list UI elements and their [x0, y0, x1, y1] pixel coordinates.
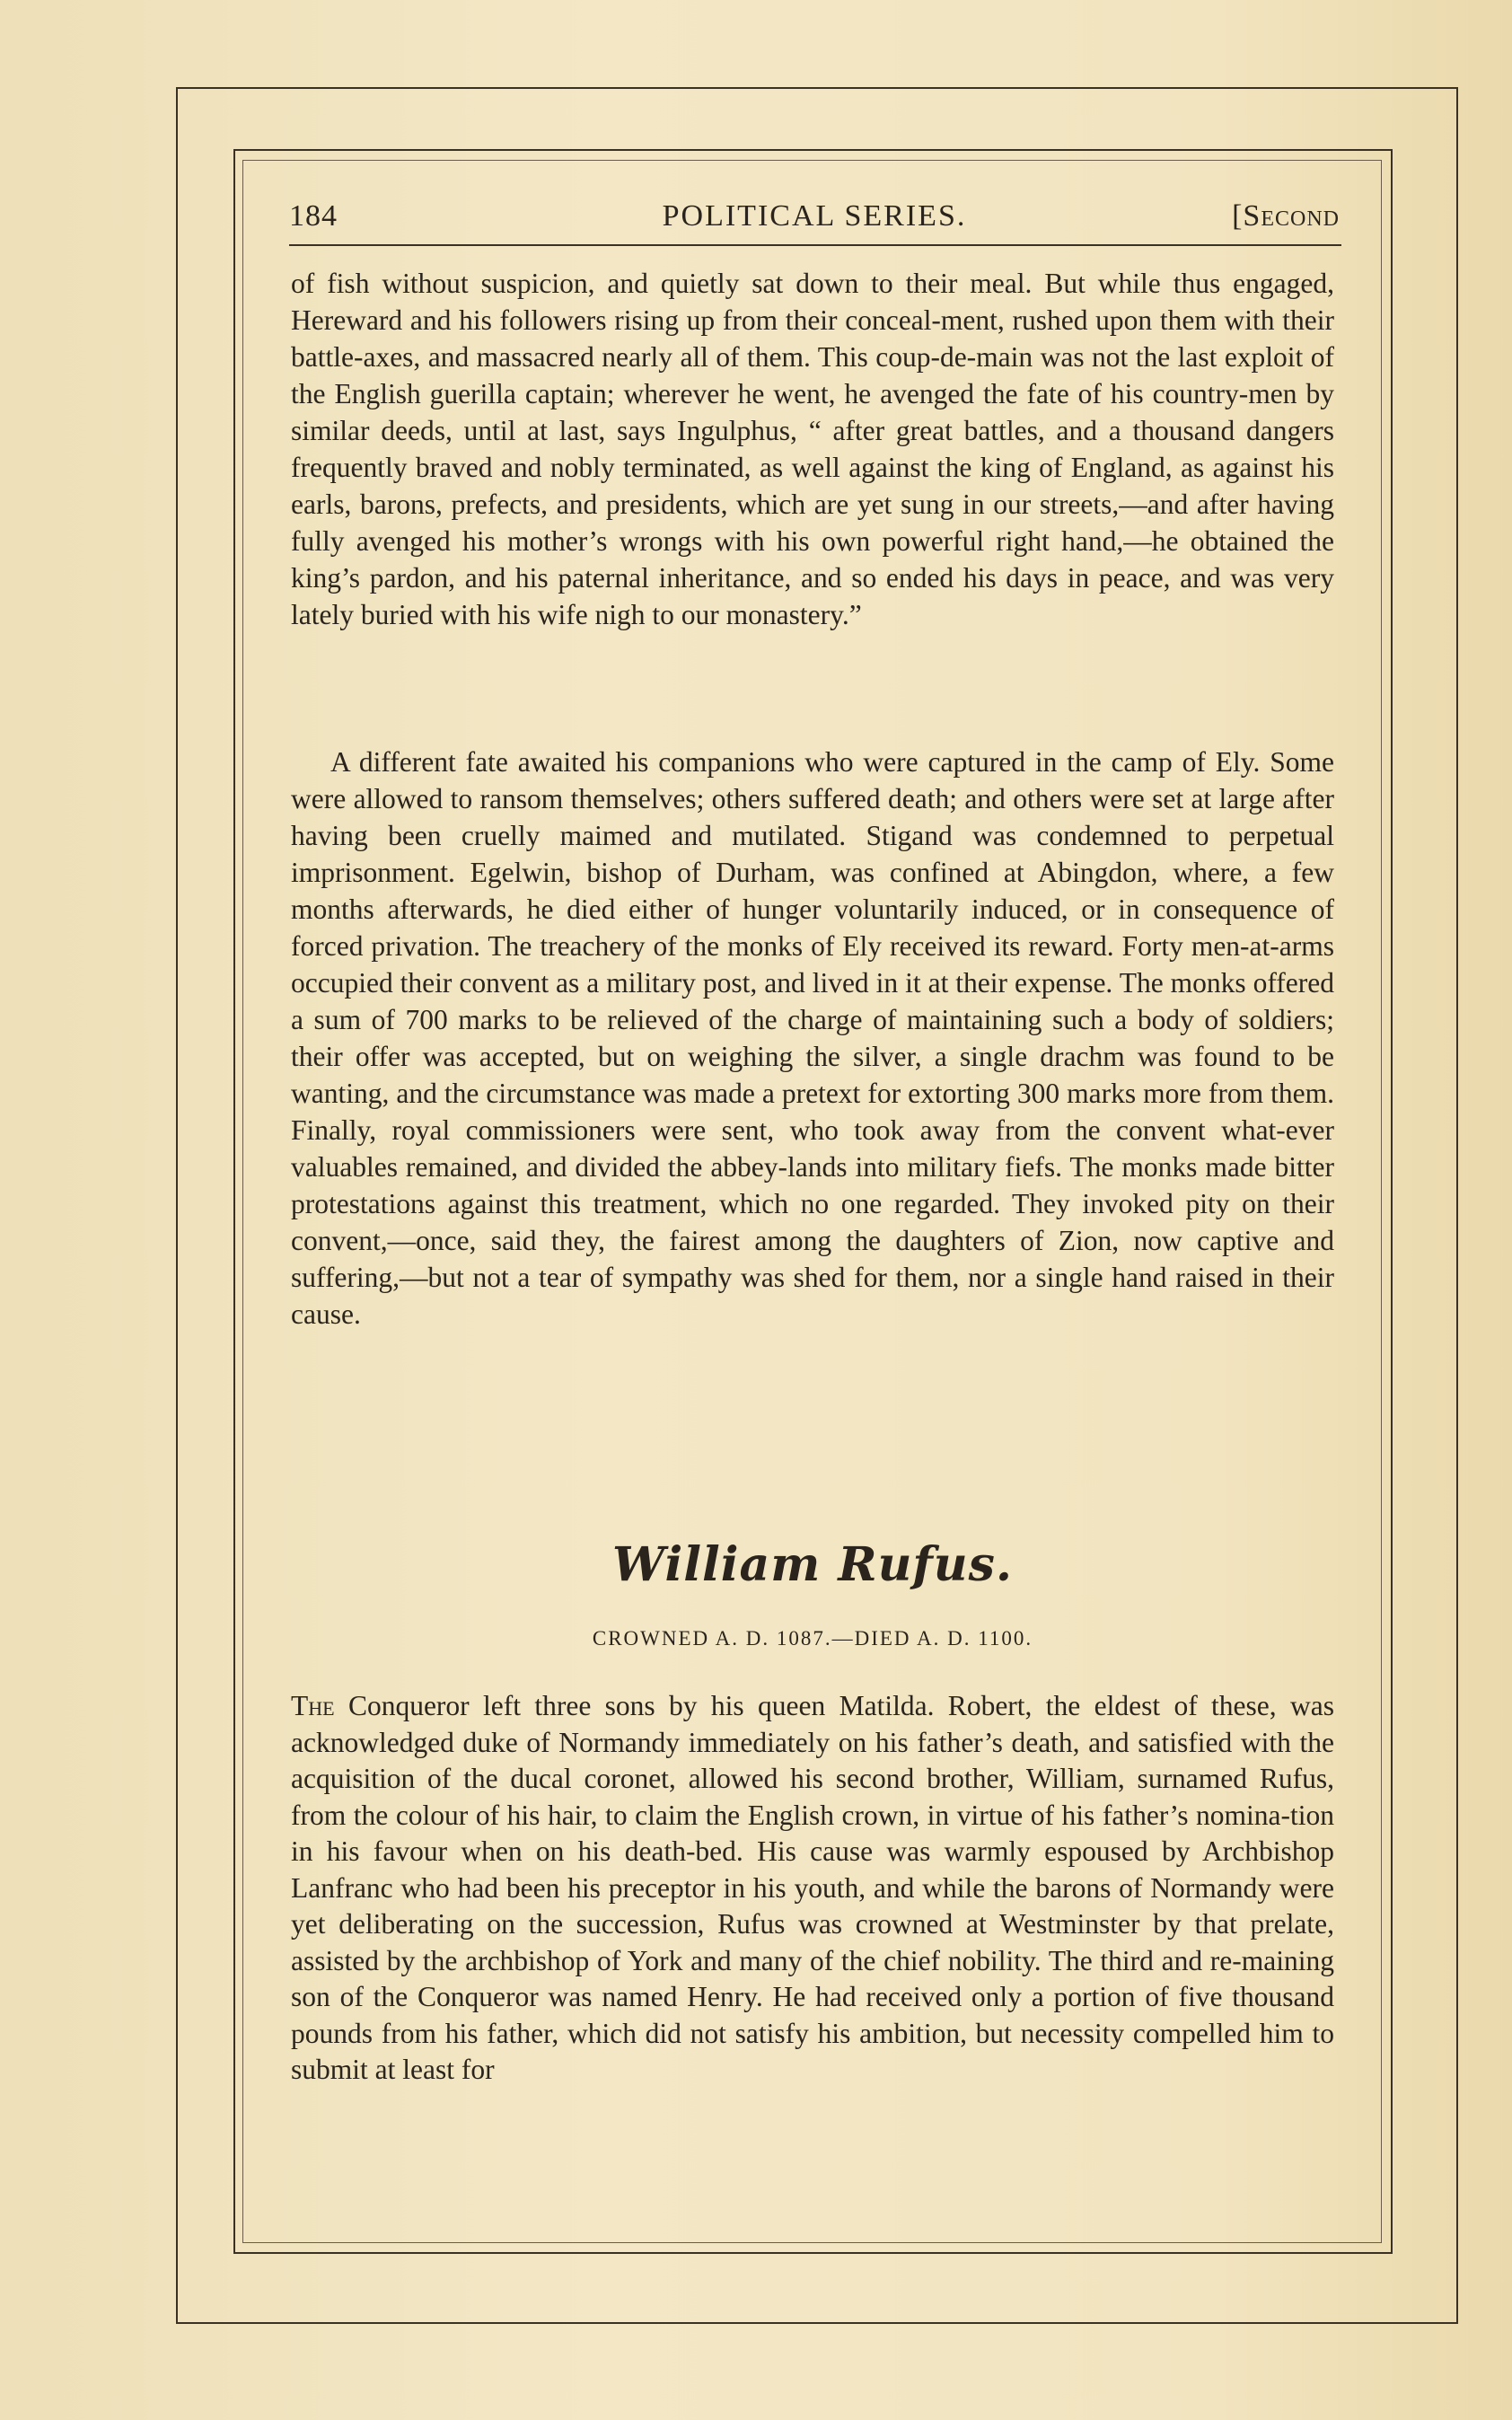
paragraph-text: Conqueror left three sons by his queen Matilda. Robert, the eldest of these, was acknowledged duke of Normandy immediately on his father’s death, and satisfied with the acquisition of the ducal coronet, allowed his second brother, William, surnamed Rufus, from the colour of his hair, to claim the English crown, in virtue of his father’s nomina-tion in his favour when on his death-bed. His cause was warmly espoused by Archbishop Lanfranc who had been his preceptor in his youth, and while the barons of Normandy were yet deliberating on the succession, Rufus was crowned at Westminster by that prelate, assisted by the archbishop of York and many of the chief nobility. The third and re-maining son of the Conqueror was named Henry. He had received only a portion of five thousand pounds from his father, which did not satisfy his ambition, but necessity compelled him to submit at least for — [291, 1690, 1334, 2085]
section-head: [Second — [1232, 199, 1340, 233]
paragraph-fate-of-companions: A different fate awaited his companions who were captured in the camp of Ely. Some were allowed to ransom themselves; others suffered death; and others were set at large after having been cruelly maimed and mutilated. Stigand was condemned to perpetual imprisonment. Egelwin, bishop of Durham, was confined at Abingdon, where, a few months afterwards, he died either of hunger voluntarily induced, or in consequence of forced privation. The treachery of the monks of Ely received its reward. Forty men-at-arms occupied their convent as a military post, and lived in it at their expense. The monks offered a sum of 700 marks to be relieved of the charge of maintaining such a body of soldiers; their offer was accepted, but on weighing the silver, a single drachm was found to be wanting, and the circumstance was made a pretext for extorting 300 marks more from them. Finally, royal commissioners were sent, who took away from the convent what-ever valuables remained, and divided the abbey-lands into military fiefs. The monks made bitter protestations against this treatment, which no one regarded. They invoked pity on their convent,—once, said they, the fairest among the daughters of Zion, now captive and suffering,—but not a tear of sympathy was shed for them, nor a single hand raised in their cause. — [291, 746, 1334, 1330]
lead-word: The — [291, 1690, 335, 1721]
chapter-title: William Rufus. — [612, 1537, 1013, 1592]
chapter-dates: CROWNED A. D. 1087.—DIED A. D. 1100. — [592, 1627, 1033, 1650]
header-rule — [289, 244, 1341, 246]
paragraph-hereward-ending: of fish without suspicion, and quietly sat down to their meal. But while thus engaged, Hereward and his followers rising up from their conceal-ment, rushed upon them with their battle-axes, and massacred nearly all of them. This coup-de-main was not the last exploit of the English guerilla captain; wherever he went, he avenged the fate of his country-men by similar deeds, until at last, says Ingulphus, “ after great battles, and a thousand dangers frequently braved and nobly terminated, as well against the king of England, as against his earls, barons, prefects, and presidents, which are yet sung in our streets,—and after having fully avenged his mother’s wrongs with his own powerful right hand,—he obtained the king’s pardon, and his paternal inheritance, and so ended his days in peace, and was very lately buried with his wife nigh to our monastery.” — [291, 268, 1334, 630]
page-header — [289, 199, 1340, 244]
page-number: 184 — [289, 199, 338, 233]
paragraph-william-rufus — [291, 1688, 1334, 2089]
running-head: POLITICAL SERIES. — [662, 199, 967, 233]
